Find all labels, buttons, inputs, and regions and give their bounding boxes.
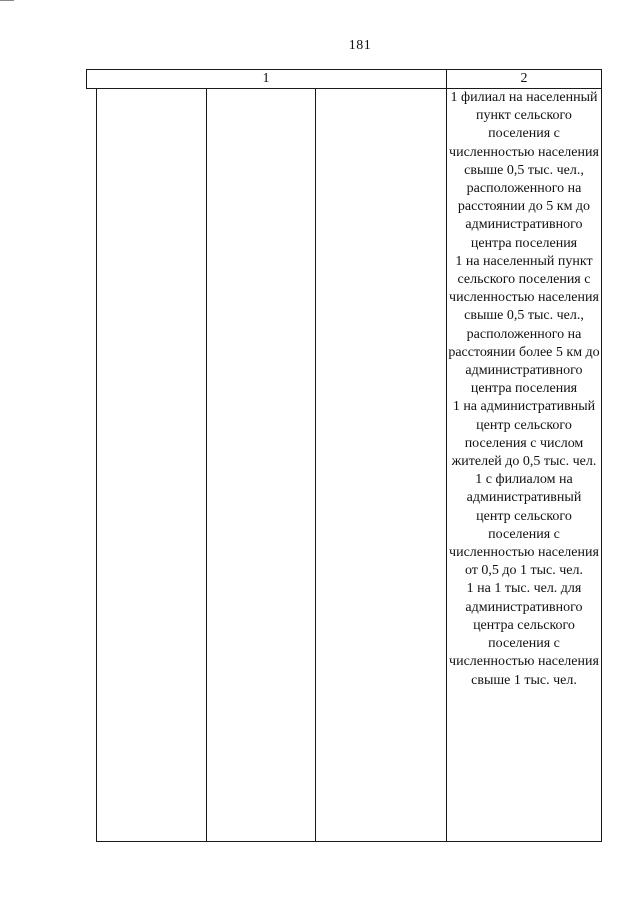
cell-paragraph: 1 на населенный пункт сельского поселения с численностью населения свыше 0,5 тыс. чел., расположенного на расстоянии более 5 км до административного центра поселения (448, 253, 600, 397)
page-number: 181 (348, 38, 372, 53)
column-header-1: 1 (262, 71, 270, 86)
cell-paragraph: 1 филиал на населенный пункт сельского поселения с численностью населения свыше 0,5 тыс. чел., расположенного на расстоянии до 5 км до административного центра поселения (449, 90, 599, 251)
column-divider-main (446, 69, 447, 842)
column-divider-a (206, 88, 207, 842)
cell-paragraph: 1 с филиалом на административный центр сельского поселения с численностью населения от 0,5 до 1 тыс. чел. (449, 472, 599, 579)
column-divider-b (315, 88, 316, 842)
table-left-border (96, 88, 97, 842)
column-header-2: 2 (520, 71, 528, 86)
cell-paragraph: 1 на административный центр сельского поселения с числом жителей до 0,5 тыс. чел. (451, 399, 597, 470)
table-bottom-border (96, 841, 602, 842)
scan-corner-mark (0, 0, 14, 4)
document-table (86, 69, 602, 842)
cell-paragraph: 1 на 1 тыс. чел. для административного центра сельского поселения с численностью населения свыше 1 тыс. чел. (449, 581, 599, 688)
cell-column-2 (448, 89, 600, 690)
table-right-border (601, 69, 602, 842)
